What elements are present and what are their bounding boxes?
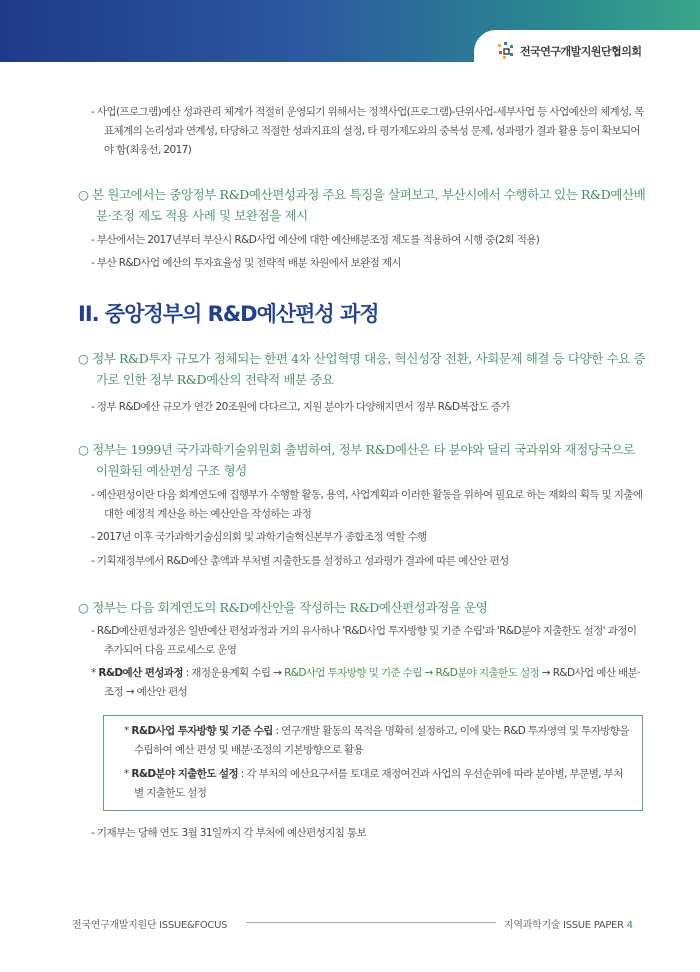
- final-bullet: - 기재부는 당해 연도 3월 31일까지 각 부처에 예산편성지침 통보: [91, 827, 367, 839]
- definition-item-2-label: R&D분야 지출한도 설정: [131, 768, 239, 780]
- paragraph-1: [78, 348, 648, 417]
- footer-right-label: 지역과학기술 ISSUE PAPER: [504, 920, 624, 931]
- definition-box: [103, 715, 643, 811]
- paragraph-3: [78, 597, 648, 702]
- page-number: 4: [626, 920, 633, 931]
- purpose-bullet-1: - 부산에서는 2017년부터 부산시 R&D사업 예산에 대한 예산배분조정 제도를 적용하여 시행 중(2회 적용): [91, 234, 540, 246]
- paragraph-1-bullet: - 정부 R&D예산 규모가 연간 20조원에 다다르고, 지원 분야가 다양해지면서 정부 R&D복잡도 증가: [91, 401, 510, 413]
- definition-item-2-text: : 각 부처의 예산요구서를 토대로 재정여건과 사업의 우선순위에 따라 분야별, 부문별, 부처별 지출한도 설정: [134, 768, 623, 799]
- paragraph-3-bullet-1: - R&D예산편성과정은 일반예산 편성과정과 거의 유사하나 'R&D사업 투자방향 및 기준 수립'과 'R&D분야 지출한도 설정' 과정이 추가되어 다음 프로세스로 운영: [91, 625, 637, 656]
- process-arrow: →: [421, 667, 436, 679]
- paragraph-1-heading: ○ 정부 R&D투자 규모가 정체되는 한편 4차 산업혁명 대응, 혁신성장 전환, 사회문제 해결 등 다양한 수요 증가로 인한 정부 R&D예산의 전략적 배분 중요: [78, 351, 646, 387]
- definition-item-1-text: : 연구개발 활동의 목적을 명확히 설정하고, 이에 맞는 R&D 투자영역 및 투자방향을 수립하여 예산 편성 및 배분·조정의 기본방향으로 활용: [134, 725, 629, 756]
- definition-item-1: * R&D사업 투자방향 및 기준 수립 : 연구개발 활동의 목적을 명확히 설정하고, 이에 맞는 R&D 투자영역 및 투자방향을 수립하여 예산 편성 및 배분·조정의 기본방향으로 활용: [124, 725, 629, 756]
- purpose-block: [78, 184, 648, 273]
- definition-item-2: * R&D분야 지출한도 설정 : 각 부처의 예산요구서를 토대로 재정여건과 사업의 우선순위에 따라 분야별, 부문별, 부처별 지출한도 설정: [124, 768, 623, 799]
- paragraph-2-bullet-1: - 예산편성이란 다음 회계연도에 집행부가 수행할 활동, 용역, 사업계획과 이러한 활동을 위하여 필요로 하는 재화의 획득 및 지출에 대한 예정적 계산을 하는 예산안을 작성하는 과정: [91, 489, 643, 520]
- section-title: II. 중앙정부의 R&D예산편성 과정: [78, 302, 379, 326]
- org-name: 전국연구개발지원단협의회: [520, 45, 642, 58]
- paragraph-2: [78, 439, 648, 571]
- intro-block: [78, 103, 648, 160]
- paragraph-2-heading: ○ 정부는 1999년 국가과학기술위원회 출범하여, 정부 R&D예산은 타 분야와 달리 국과위와 재정당국으로 이원화된 예산편성 구조 형성: [78, 442, 635, 478]
- paragraph-3-heading: ○ 정부는 다음 회계연도의 R&D예산안을 작성하는 R&D예산편성과정을 운영: [78, 600, 488, 615]
- process-prefix: *: [91, 667, 99, 679]
- final-block: [78, 824, 648, 843]
- paragraph-2-bullet-3: - 기획재정부에서 R&D예산 총액과 부처별 지출한도를 설정하고 성과평가 결과에 따른 예산안 편성: [91, 555, 509, 567]
- intro-bullet: - 사업(프로그램)예산 성과관리 체계가 적절히 운영되기 위해서는 정책사업(프로그램)-단위사업-세부사업 등 사업예산의 체계성, 목표체계의 논리성과 연계성, 타당하고 적절한 성과지표의 설정, 타 평가제도와의 중복성 문제, 성과평가 결과 활용 등이 확보되어야 함(최웅선, 2017): [91, 106, 644, 156]
- org-logo-icon: [496, 41, 516, 61]
- footer-divider: [246, 922, 496, 923]
- paragraph-2-bullet-2: - 2017년 이후 국가과학기술심의회 및 과학기술혁신본부가 종합조정 역할 수행: [91, 531, 427, 543]
- process-step-4: → R&D사업 예산 배분·조정 → 예산안 편성: [104, 667, 640, 698]
- process-step-2: R&D사업 투자방향 및 기준 수립: [284, 667, 422, 679]
- process-step-1: 재정운용계획 수립 →: [191, 667, 285, 679]
- process-line: [78, 664, 648, 702]
- definition-item-1-label: R&D사업 투자방향 및 기준 수립: [131, 725, 273, 737]
- process-sep: :: [182, 667, 192, 679]
- purpose-bullet-2: - 부산 R&D사업 예산의 투자효율성 및 전략적 배분 차원에서 보완점 제시: [91, 257, 401, 269]
- org-badge: [474, 30, 700, 72]
- purpose-heading: ○ 본 원고에서는 중앙정부 R&D예산편성과정 주요 특징을 살펴보고, 부산시에서 수행하고 있는 R&D예산배분·조정 제도 적용 사례 및 보완점을 제시: [78, 187, 646, 223]
- footer-right: [504, 916, 633, 931]
- process-step-3: R&D분야 지출한도 설정: [435, 667, 540, 679]
- process-label: R&D예산 편성과정: [98, 667, 183, 679]
- footer-left: 전국연구개발지원단 ISSUE&FOCUS: [72, 920, 228, 931]
